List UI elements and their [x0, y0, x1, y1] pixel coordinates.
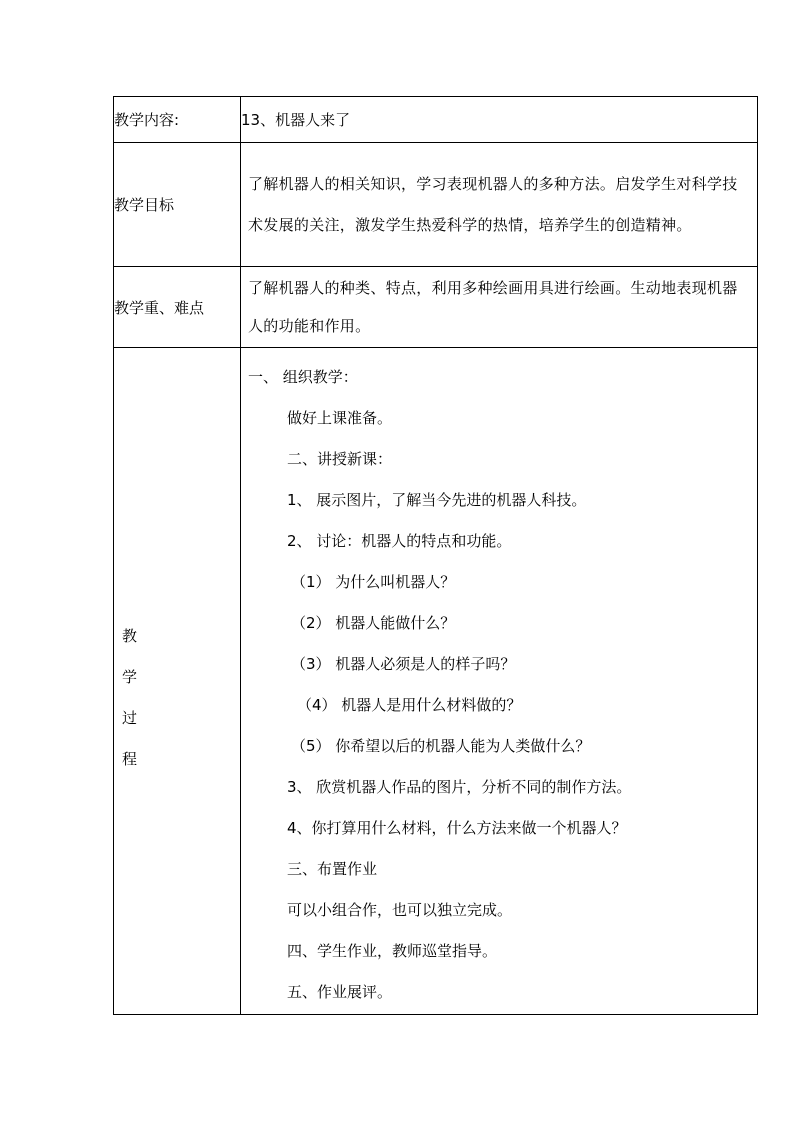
process-line: （2） 机器人能做什么？ [291, 613, 456, 632]
process-line: 2、 讨论：机器人的特点和功能。 [287, 531, 512, 550]
teaching-process-content [241, 350, 757, 1013]
process-label-char: 过 [122, 708, 138, 727]
teaching-content-value: 13、机器人来了 [241, 97, 758, 143]
process-line: （4） 机器人是用什么材料做的？ [297, 695, 522, 714]
process-line: 做好上课准备。 [287, 408, 393, 427]
teaching-goal-label: 教学目标 [114, 143, 241, 267]
key-points-label: 教学重、难点 [114, 267, 241, 348]
process-line: 二、讲授新课： [287, 449, 393, 468]
key-points-value: 了解机器人的种类、特点，利用多种绘画用具进行绘画。生动地表现机器人的功能和作用。 [248, 279, 738, 335]
process-label-char: 学 [122, 667, 138, 686]
lesson-plan-table [113, 96, 758, 1015]
process-line: 四、学生作业，教师巡堂指导。 [287, 941, 498, 960]
row-teaching-goal [114, 143, 758, 267]
process-line: 五、作业展评。 [287, 982, 393, 1001]
row-teaching-process [114, 348, 758, 1015]
process-line: （3） 机器人必须是人的样子吗？ [291, 654, 516, 673]
process-line: （5） 你希望以后的机器人能为人类做什么？ [291, 736, 591, 755]
process-line: （1） 为什么叫机器人？ [291, 572, 456, 591]
process-line: 三、布置作业 [287, 859, 378, 878]
teaching-content-label: 教学内容: [114, 97, 241, 143]
process-label-char: 教 [122, 626, 138, 645]
process-line: 1、 展示图片，了解当今先进的机器人科技。 [287, 490, 587, 509]
process-label-char: 程 [122, 749, 138, 768]
teaching-goal-value: 了解机器人的相关知识，学习表现机器人的多种方法。启发学生对科学技术发展的关注，激发学生热爱科学的热情，培养学生的创造精神。 [248, 174, 738, 234]
teaching-goal-cell [241, 143, 758, 267]
row-key-points [114, 267, 758, 348]
row-teaching-content [114, 97, 758, 143]
key-points-cell [241, 267, 758, 348]
process-line: 4、你打算用什么材料，什么方法来做一个机器人？ [287, 818, 627, 837]
teaching-process-label-cell [114, 348, 241, 1015]
process-line: 3、 欣赏机器人作品的图片，分析不同的制作方法。 [287, 777, 632, 796]
process-line: 一、 组织教学： [248, 367, 358, 386]
process-line: 可以小组合作，也可以独立完成。 [287, 900, 513, 919]
teaching-process-label [114, 583, 240, 780]
teaching-process-cell [241, 348, 758, 1015]
